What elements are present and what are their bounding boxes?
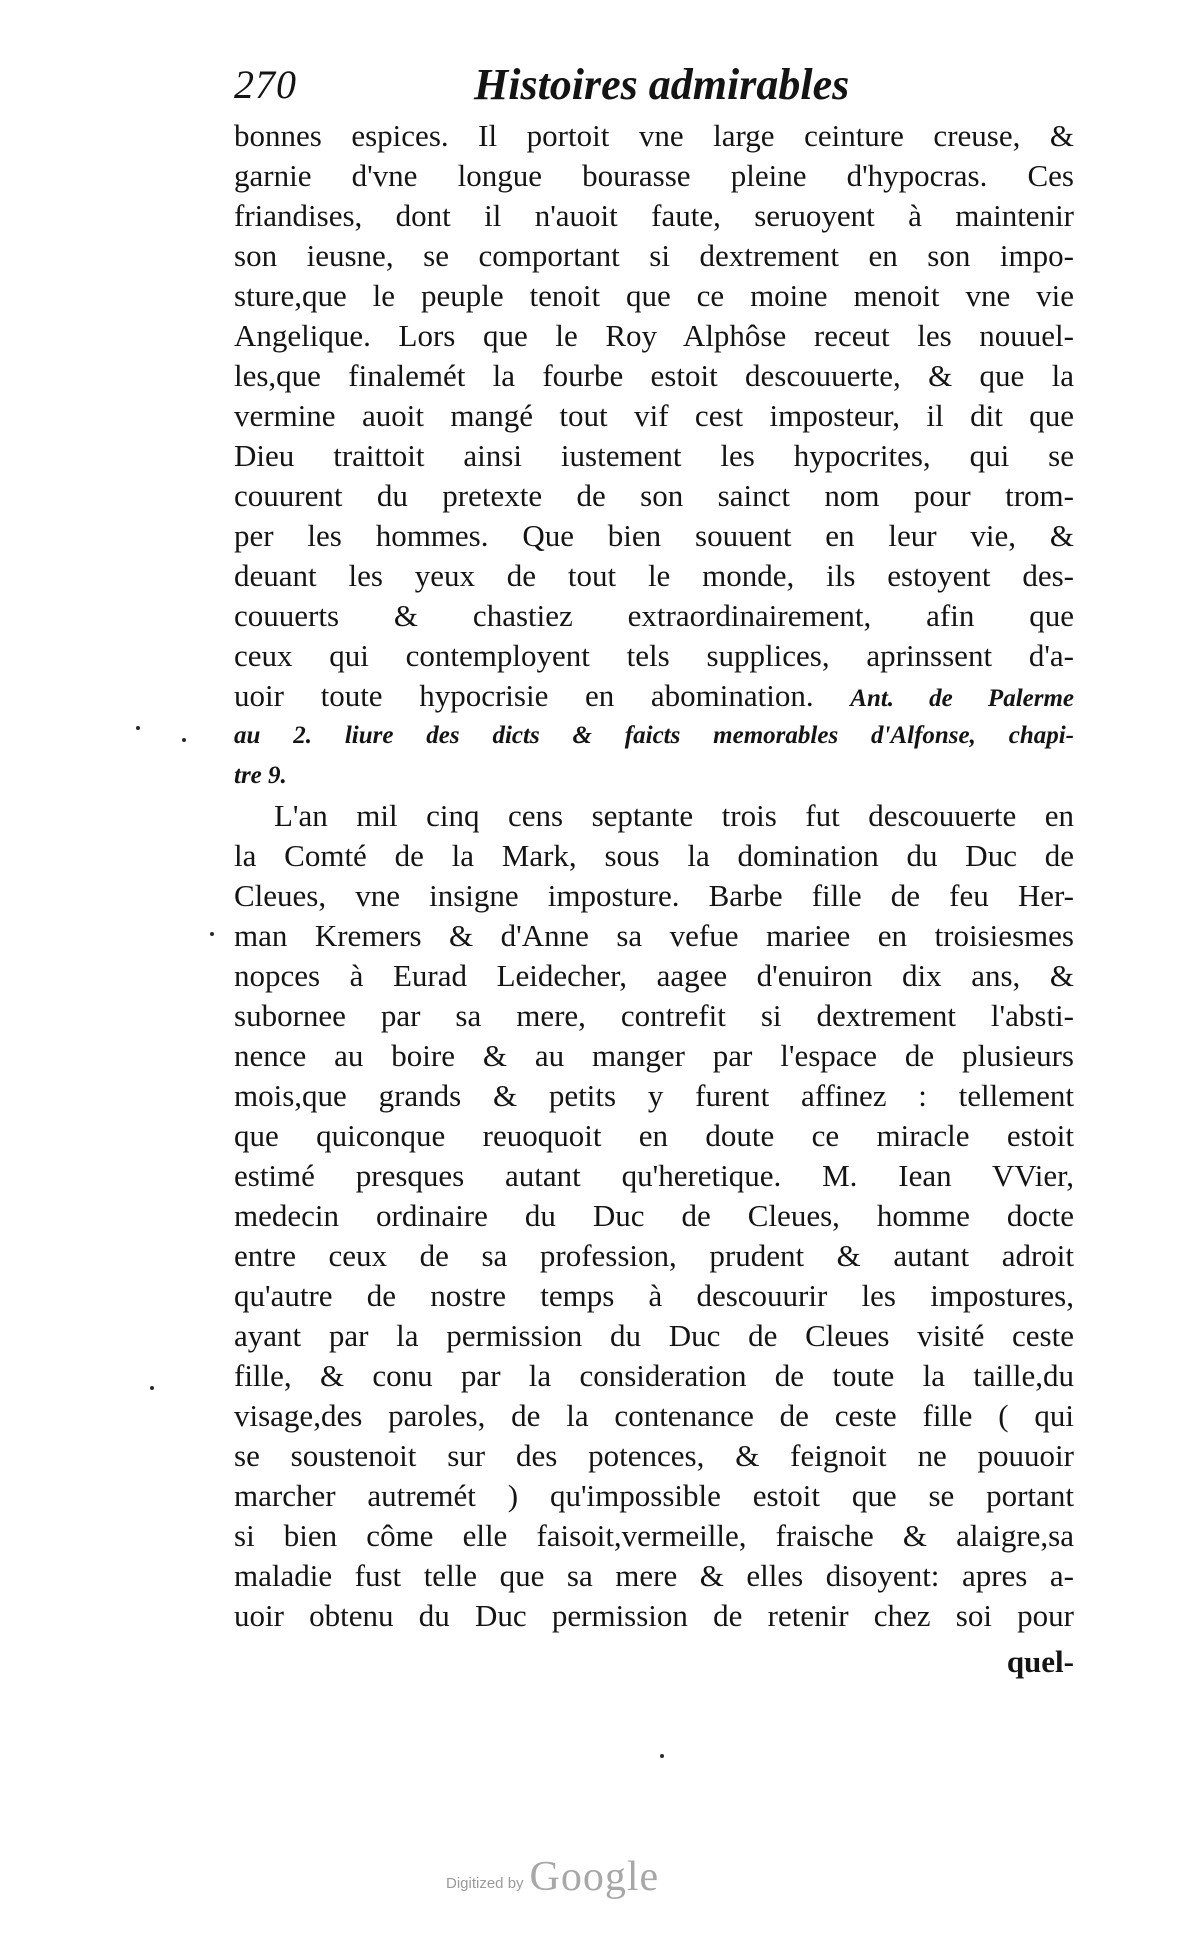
digitized-label: Digitized by [446,1875,524,1892]
text-line: la Comté de la Mark, sous la domination du Duc de [234,838,1074,873]
text-line: si bien côme elle faisoit,vermeille, fraische & alaigre,sa [234,1518,1074,1553]
text-line: fille, & conu par la consideration de toute la taille,du [234,1358,1074,1393]
text-line: les,que finalemét la fourbe estoit descouuerte, & que la [234,358,1074,393]
text-line: medecin ordinaire du Duc de Cleues, homme docte [234,1198,1074,1233]
catchword: quel- [1006,1644,1074,1679]
ink-speck [210,932,214,936]
text-line: bonnes espices. Il portoit vne large ceinture creuse, & [234,118,1074,153]
body-text [234,116,1074,1682]
text-line: son ieusne, se comportant si dextrement en son impo- [234,238,1074,273]
text-line: nopces à Eurad Leidecher, aagee d'enuiron dix ans, & [234,958,1074,993]
text-fragment: uoir toute hypocrisie en abomination. [234,678,814,713]
digitization-footer [446,1850,659,1900]
text-line: se soustenoit sur des potences, & feignoit ne pouuoir [234,1438,1074,1473]
text-line: couuerts & chastiez extraordinairement, afin que [234,598,1074,633]
citation-line: au 2. liure des dicts & faicts memorables d'Alfonse, chapi- [234,722,1074,749]
text-line: nence au boire & au manger par l'espace de plusieurs [234,1038,1074,1073]
paragraph-start-line: L'an mil cinq cens septante trois fut descouuerte en [274,798,1074,833]
text-line: couurent du pretexte de son sainct nom pour trom- [234,478,1074,513]
text-line: vermine auoit mangé tout vif cest imposteur, il dit que [234,398,1074,433]
text-line: man Kremers & d'Anne sa vefue mariee en troisiesmes [234,918,1074,953]
text-line: mois,que grands & petits y furent affinez : tellement [234,1078,1074,1113]
google-logo: Google [529,1854,660,1900]
text-line: que quiconque reuoquoit en doute ce miracle estoit [234,1118,1074,1153]
ink-speck [182,738,186,742]
running-head: Histoires admirables [474,60,850,109]
citation-inline: Ant. de Palerme [850,685,1075,712]
page-header [234,58,1074,112]
ink-speck [136,726,140,730]
text-line: marcher autremét ) qu'impossible estoit que se portant [234,1478,1074,1513]
text-line: per les hommes. Que bien souuent en leur vie, & [234,518,1074,553]
text-line: Dieu traittoit ainsi iustement les hypocrites, qui se [234,438,1074,473]
text-line-with-citation [234,676,1074,716]
text-line: friandises, dont il n'auoit faute, seruoyent à maintenir [234,198,1074,233]
text-line: ayant par la permission du Duc de Cleues visité ceste [234,1318,1074,1353]
text-line: garnie d'vne longue bourasse pleine d'hypocras. Ces [234,158,1074,193]
text-line: maladie fust telle que sa mere & elles disoyent: apres a- [234,1558,1074,1593]
text-line: estimé presques autant qu'heretique. M. Iean VVier, [234,1158,1074,1193]
text-line: ceux qui contemployent tels supplices, aprinssent d'a- [234,638,1074,673]
text-line: uoir obtenu du Duc permission de retenir chez soi pour [234,1598,1074,1633]
text-line: deuant les yeux de tout le monde, ils estoyent des- [234,558,1074,593]
text-line: qu'autre de nostre temps à descouurir les impostures, [234,1278,1074,1313]
text-line: visage,des paroles, de la contenance de ceste fille ( qui [234,1398,1074,1433]
text-line: entre ceux de sa profession, prudent & autant adroit [234,1238,1074,1273]
text-line: Cleues, vne insigne imposture. Barbe fille de feu Her- [234,878,1074,913]
ink-speck [660,1754,664,1758]
citation-line: tre 9. [234,762,287,789]
text-line: Angelique. Lors que le Roy Alphôse receut les nouuel- [234,318,1074,353]
text-line: sture,que le peuple tenoit que ce moine menoit vne vie [234,278,1074,313]
text-line: subornee par sa mere, contrefit si dextrement l'absti- [234,998,1074,1033]
page-number: 270 [234,62,297,107]
ink-speck [150,1386,154,1390]
